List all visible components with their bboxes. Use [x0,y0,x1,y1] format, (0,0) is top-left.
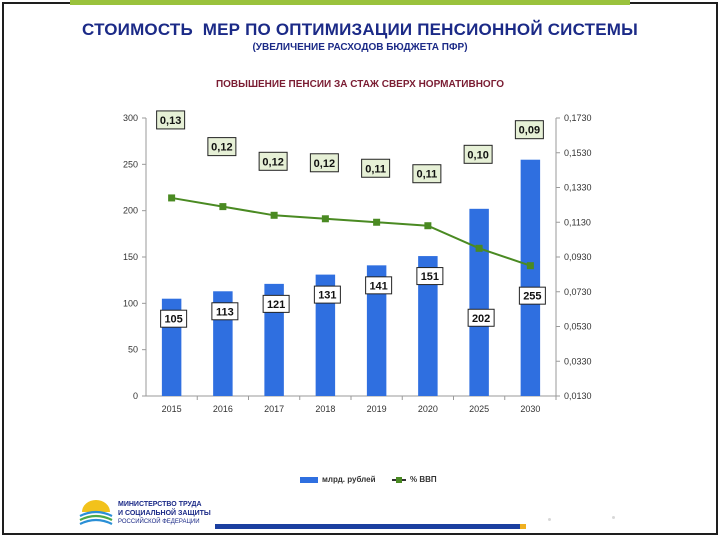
bar-value-label: 113 [216,306,234,319]
line-value-label: 0,13 [159,114,182,127]
line-value-label: 0,12 [313,157,336,170]
line-point [373,219,380,226]
line-value-label: 0,12 [211,141,233,154]
line-point [476,245,483,252]
x-tick-label: 2030 [520,404,541,414]
y-right-tick-label: 0,1330 [564,182,592,193]
ministry-logo-icon [78,498,114,526]
y-right-tick-label: 0,0530 [564,321,592,332]
x-tick-label: 2016 [212,404,233,414]
bar [469,209,491,396]
ministry-line-3: РОССИЙСКОЙ ФЕДЕРАЦИИ [118,519,200,525]
y-right-tick-label: 0,0930 [564,252,592,262]
y-left-tick-label: 50 [127,344,138,355]
decorative-dot [548,518,551,521]
y-left-tick-label: 200 [122,205,138,216]
y-right-tick-label: 0,1530 [564,147,592,158]
bar-value-label: 141 [369,280,388,293]
line-point [424,222,431,229]
bar-value-label: 202 [471,312,491,325]
slide-title: СТОИМОСТЬ МЕР ПО ОПТИМИЗАЦИИ ПЕНСИОННОЙ СИСТЕМЫ [82,20,638,39]
line-value-label: 0,10 [467,149,489,162]
line-point [322,215,329,222]
y-right-tick-label: 0,1130 [564,217,591,228]
y-left-tick-label: 250 [122,159,138,170]
legend-bar-label: млрд. рублей [322,475,376,484]
line-point [527,262,534,269]
bar-value-label: 105 [164,313,183,326]
y-right-tick-label: 0,0130 [564,391,592,401]
decorative-dot [612,516,615,519]
legend-bar-swatch [300,477,318,483]
y-right-tick-label: 0,0730 [564,286,592,297]
x-tick-label: 2017 [264,404,285,414]
line-value-label: 0,12 [262,156,284,169]
x-tick-label: 2025 [469,404,490,414]
x-tick-label: 2020 [417,404,438,414]
ministry-line-2: И СОЦИАЛЬНОЙ ЗАЩИТЫ [118,509,211,517]
slide-subtitle: (УВЕЛИЧЕНИЕ РАСХОДОВ БЮДЖЕТА ПФР) [252,42,468,53]
y-left-tick-label: 300 [122,113,138,123]
line-point [219,203,226,210]
line-value-label: 0,09 [518,124,541,137]
bar-value-label: 131 [318,289,337,302]
ministry-line-1: МИНИСТЕРСТВО ТРУДА [118,501,202,508]
bottom-accent-bar [215,524,520,529]
line-value-label: 0,11 [416,168,438,181]
y-right-tick-label: 0,0330 [564,356,592,367]
chart-title: ПОВЫШЕНИЕ ПЕНСИИ ЗА СТАЖ СВЕРХ НОРМАТИВНОГО [215,79,505,90]
bar-value-label: 255 [523,290,542,303]
legend-line-marker [396,477,402,483]
x-tick-label: 2018 [315,404,336,414]
bar-value-label: 121 [266,298,286,311]
ministry-name [118,501,211,527]
x-tick-label: 2019 [366,404,387,414]
x-tick-label: 2015 [161,404,182,414]
line-point [168,194,175,201]
y-left-tick-label: 0 [132,391,138,401]
line-point [271,212,278,219]
bar-value-label: 151 [420,271,440,284]
bottom-accent-marker [520,524,526,529]
y-right-tick-label: 0,1730 [564,113,592,123]
y-left-tick-label: 150 [122,252,138,262]
y-left-tick-label: 100 [122,298,138,309]
legend-line-label: % ВВП [410,475,437,484]
bar [521,160,540,396]
line-value-label: 0,11 [365,163,387,176]
